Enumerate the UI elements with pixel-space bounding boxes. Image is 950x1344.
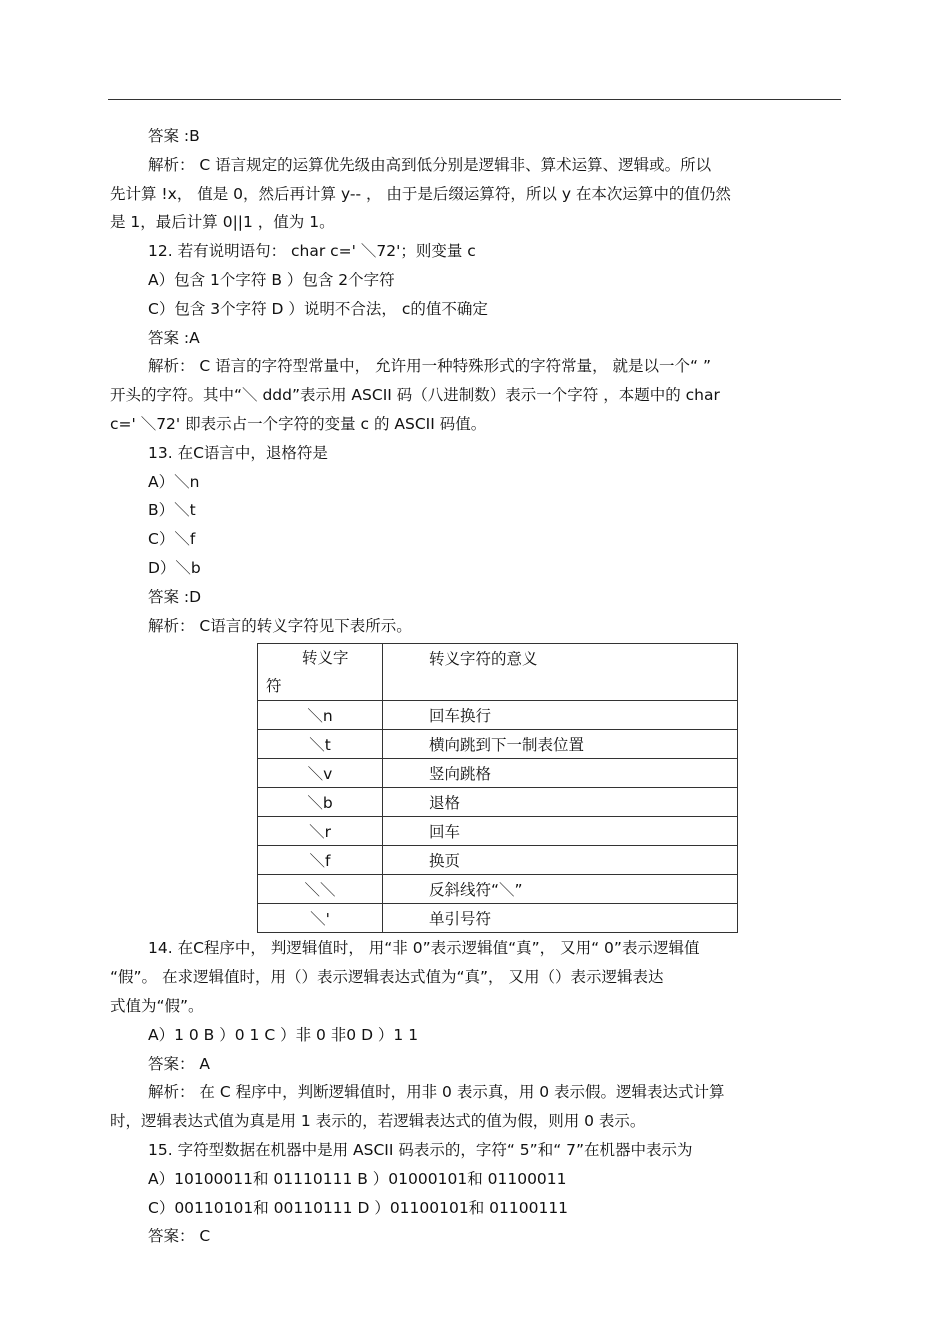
- text-line: 解析： C 语言规定的运算优先级由高到低分别是逻辑非、算术运算、逻辑或。所以: [148, 155, 712, 174]
- text-line: 解析： 在 C 程序中，判断逻辑值时，用非 0 表示真，用 0 表示假。逻辑表达式计算: [148, 1083, 725, 1102]
- text-line: 开头的字符。其中“＼ ddd”表示用 ASCII 码（八进制数）表示一个字符 ，本题中的 char: [110, 386, 720, 405]
- question-12: 12. 若有说明语句： char c=' ＼72'；则变量 c: [148, 242, 476, 261]
- table-row: [258, 875, 738, 904]
- option-line: A）1 0 B ）0 1 C ）非 0 非0 D ）1 1: [148, 1025, 419, 1044]
- escape-cell: ＼b: [258, 788, 383, 817]
- text-line: 先计算 !x， 值是 0，然后再计算 y-- ， 由于是后缀运算符，所以 y 在本次运算中的值仍然: [110, 184, 731, 203]
- answer-line: 答案： C: [148, 1227, 211, 1246]
- escape-cell: ＼f: [258, 846, 383, 875]
- table-row: [258, 817, 738, 846]
- text-line: 是 1，最后计算 0||1 ，值为 1。: [110, 213, 335, 232]
- question-14: 14. 在C程序中， 判逻辑值时， 用“非 0”表示逻辑值“真”， 又用“ 0”表示逻辑值: [148, 939, 700, 958]
- option-line: B）＼t: [148, 501, 196, 520]
- text-line: 解析： C 语言的字符型常量中， 允许用一种特殊形式的字符常量， 就是以一个“ ”: [148, 357, 712, 376]
- table-row: [258, 701, 738, 730]
- answer-line: 答案 :A: [148, 328, 200, 347]
- table-row: [258, 759, 738, 788]
- meaning-cell: 回车: [383, 817, 738, 846]
- text-line: 式值为“假”。: [110, 996, 204, 1015]
- table-row: [258, 846, 738, 875]
- escape-cell: ＼n: [258, 701, 383, 730]
- header-label: 符: [266, 677, 282, 696]
- page-content: [110, 122, 836, 1251]
- escape-cell: ＼': [258, 904, 383, 933]
- question-15: 15. 字符型数据在机器中是用 ASCII 码表示的，字符“ 5”和“ 7”在机器中表示为: [148, 1140, 693, 1159]
- table-row: [258, 730, 738, 759]
- escape-cell: ＼t: [258, 730, 383, 759]
- escape-cell: ＼v: [258, 759, 383, 788]
- text-line: c=' ＼72' 即表示占一个字符的变量 c 的 ASCII 码值。: [110, 414, 487, 433]
- option-line: A）＼n: [148, 472, 200, 491]
- escape-cell: ＼＼: [258, 875, 383, 904]
- answer-line: 答案 :D: [148, 587, 202, 606]
- text-line: 时，逻辑表达式值为真是用 1 表示的，若逻辑表达式的值为假，则用 0 表示。: [110, 1112, 646, 1131]
- option-line: A）包含 1个字符 B ）包含 2个字符: [148, 270, 395, 289]
- option-line: C）包含 3个字符 D ）说明不合法， c的值不确定: [148, 299, 488, 318]
- meaning-cell: 横向跳到下一制表位置: [383, 730, 738, 759]
- option-line: C）＼f: [148, 530, 196, 549]
- header-rule: [108, 99, 841, 100]
- meaning-cell: 退格: [383, 788, 738, 817]
- text-line: “假”。 在求逻辑值时，用（）表示逻辑表达式值为“真”， 又用（）表示逻辑表达: [110, 968, 664, 987]
- text-line: 答案 :B: [148, 127, 200, 145]
- table-header-row: [258, 644, 738, 701]
- text-line: 解析： C语言的转义字符见下表所示。: [148, 616, 412, 635]
- header-label: 转义字: [302, 649, 349, 668]
- meaning-cell: 竖向跳格: [383, 759, 738, 788]
- option-line: A）10100011和 01110111 B ）01000101和 01100011: [148, 1169, 567, 1188]
- meaning-cell: 换页: [383, 846, 738, 875]
- table-row: [258, 904, 738, 933]
- escape-table-wrapper: [257, 643, 836, 933]
- answer-line: 答案： A: [148, 1054, 211, 1073]
- header-cell: [258, 644, 383, 701]
- meaning-cell: 反斜线符“＼”: [383, 875, 738, 904]
- escape-char-table: [257, 643, 738, 933]
- table-row: [258, 788, 738, 817]
- question-13: 13. 在C语言中，退格符是: [148, 443, 328, 462]
- meaning-cell: 单引号符: [383, 904, 738, 933]
- escape-cell: ＼r: [258, 817, 383, 846]
- option-line: D）＼b: [148, 558, 201, 577]
- option-line: C）00110101和 00110111 D ）01100101和 01100111: [148, 1198, 569, 1217]
- header-cell: 转义字符的意义: [383, 644, 738, 701]
- meaning-cell: 回车换行: [383, 701, 738, 730]
